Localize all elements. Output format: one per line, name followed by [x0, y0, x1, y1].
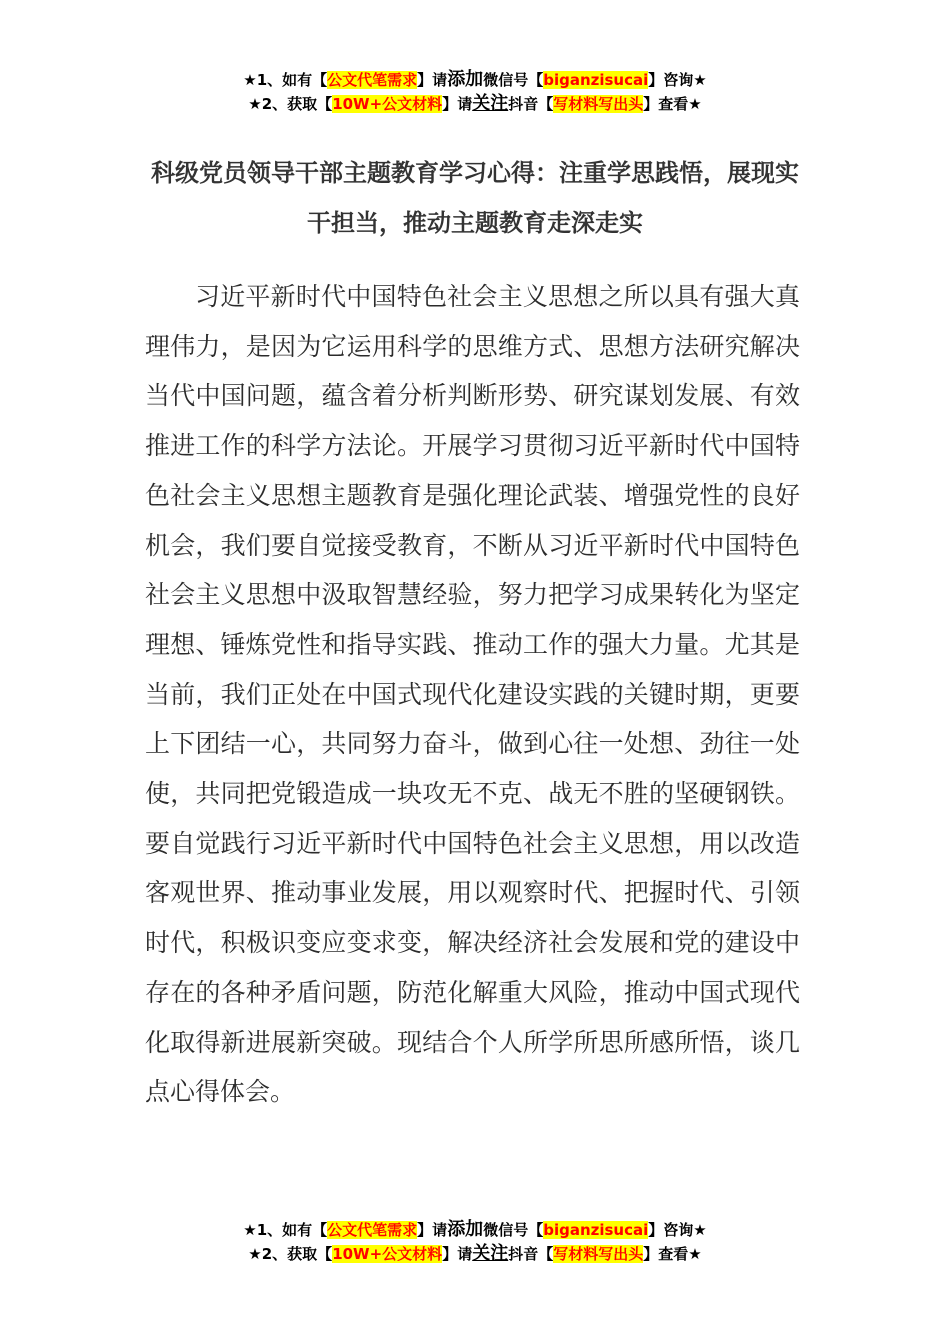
ad-highlight: 写材料写出头 — [553, 95, 644, 113]
ad-text: 】咨询★ — [648, 71, 707, 89]
ad-text: 】咨询★ — [648, 1221, 707, 1239]
body-paragraph: 习近平新时代中国特色社会主义思想之所以具有强大真理伟力，是因为它运用科学的思维方式、思想方法研究解决当代中国问题，蕴含着分析判断形势、研究谋划发展、有效推进工作的科学方法论。开展学习贯彻习近平新时代中国特色社会主义思想主题教育是强化理论武装、增强党性的良好机会，我们要自觉接受教育，不断从习近平新时代中国特色社会主义思想中汲取智慧经验，努力把学习成果转化为坚定理想、锤炼党性和指导实践、推动工作的强大力量。尤其是当前，我们正处在中国式现代化建设实践的关键时期，更要上下团结一心，共同努力奋斗，做到心往一处想、劲往一处使，共同把党锻造成一块攻无不克、战无不胜的坚硬钢铁。要自觉践行习近平新时代中国特色社会主义思想，用以改造客观世界、推动事业发展，用以观察时代、把握时代、引领时代，积极识变应变求变，解决经济社会发展和党的建设中存在的各种矛盾问题，防范化解重大风险，推动中国式现代化取得新进展新突破。现结合个人所学所思所感所悟，谈几点心得体会。 — [145, 282, 800, 1107]
ad-text: ★2、获取【 — [248, 95, 333, 113]
ad-emphasis: 添加 — [447, 69, 484, 90]
ad-text: 微信号【 — [483, 1221, 544, 1239]
ad-highlight: 10W+公文材料 — [332, 95, 443, 113]
footer-ad — [0, 1218, 950, 1266]
ad-text: 】查看★ — [643, 1245, 702, 1263]
header-ad-line-1 — [0, 68, 950, 92]
ad-text: 抖音【 — [508, 95, 554, 113]
ad-text: 微信号【 — [483, 71, 544, 89]
ad-highlight: biganzisucai — [543, 1221, 649, 1239]
ad-text: 】请 — [442, 95, 473, 113]
ad-highlight: 10W+公文材料 — [332, 1245, 443, 1263]
header-ad-line-2 — [0, 92, 950, 116]
document-title: 科级党员领导干部主题教育学习心得：注重学思践悟，展现实干担当，推动主题教育走深走实 — [151, 159, 799, 237]
ad-text: 抖音【 — [508, 1245, 554, 1263]
ad-highlight: 公文代笔需求 — [327, 71, 418, 89]
ad-text: 】请 — [417, 1221, 448, 1239]
ad-emphasis: 关注 — [472, 1243, 509, 1264]
ad-highlight: 公文代笔需求 — [327, 1221, 418, 1239]
ad-emphasis: 添加 — [447, 1219, 484, 1240]
header-ad — [0, 68, 950, 116]
footer-ad-line-1 — [0, 1218, 950, 1242]
ad-emphasis: 关注 — [472, 93, 509, 114]
ad-text: 】请 — [442, 1245, 473, 1263]
ad-highlight: 写材料写出头 — [553, 1245, 644, 1263]
ad-text: 】请 — [417, 71, 448, 89]
ad-text: ★2、获取【 — [248, 1245, 333, 1263]
ad-highlight: biganzisucai — [543, 71, 649, 89]
ad-text: ★1、如有【 — [243, 71, 328, 89]
ad-text: 】查看★ — [643, 95, 702, 113]
ad-text: ★1、如有【 — [243, 1221, 328, 1239]
footer-ad-line-2 — [0, 1242, 950, 1266]
